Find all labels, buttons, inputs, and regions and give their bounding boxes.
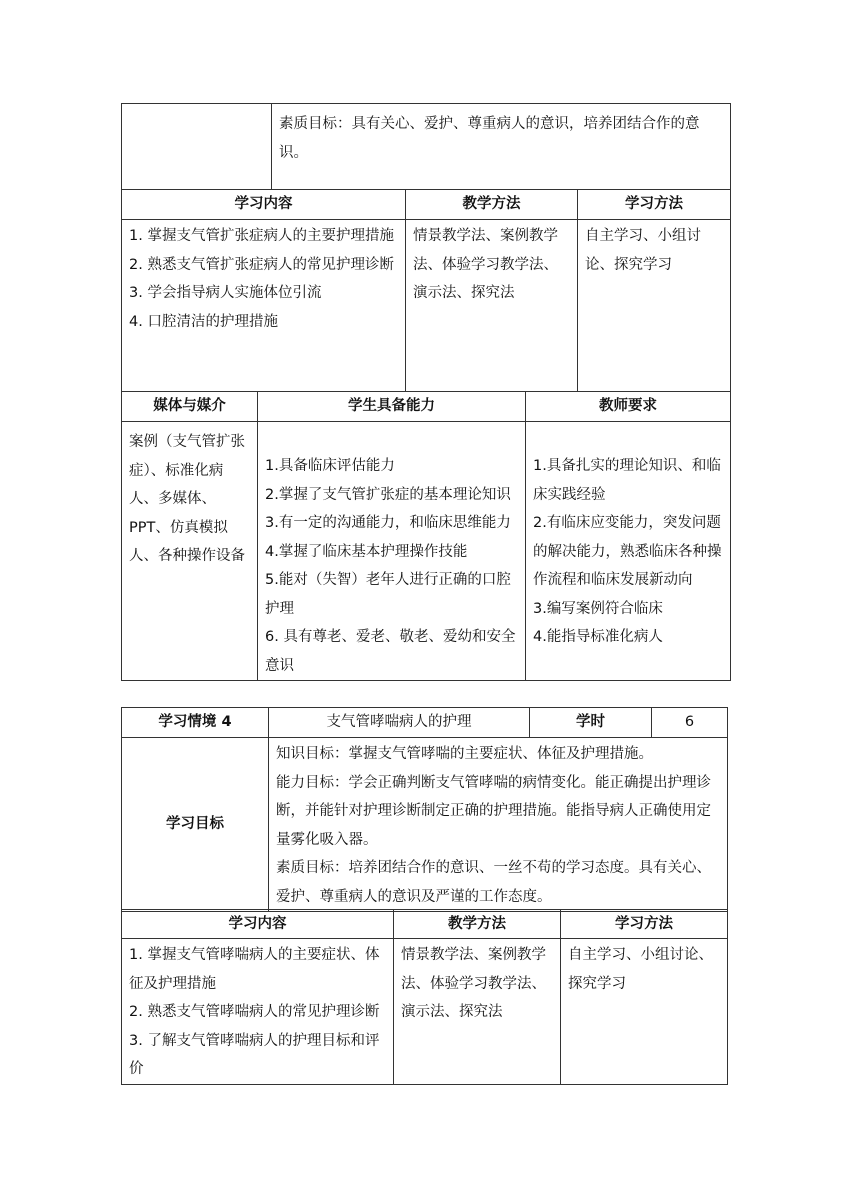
learning-content-table-2 <box>121 909 728 1085</box>
quality-goal: 素质目标：培养团结合作的意识、一丝不苟的学习态度。具有关心、爱护、尊重病人的意识及严谨的工作态度。 <box>276 860 711 905</box>
header-media: 媒体与媒介 <box>122 392 258 422</box>
quality-goal-cell <box>272 104 731 190</box>
learning-content-cell <box>122 220 406 392</box>
content-item: 3. 了解支气管哮喘病人的护理目标和评价 <box>129 1032 380 1077</box>
quality-goal-text: 素质目标：具有关心、爱护、尊重病人的意识，培养团结合作的意识。 <box>279 116 700 161</box>
goals-cell <box>269 738 728 912</box>
header-learning-method: 学习方法 <box>578 190 731 220</box>
media-cell <box>122 422 258 681</box>
learning-method-text: 自主学习、小组讨论、探究学习 <box>585 228 701 273</box>
learning-content-table-1 <box>121 189 731 392</box>
ability-item: 3.有一定的沟通能力，和临床思维能力 <box>265 515 511 531</box>
teacher-req-item: 1.具备扎实的理论知识、和临床实践经验 <box>533 458 721 503</box>
teaching-method-cell <box>406 220 578 392</box>
situation-label: 学习情境 4 <box>122 708 269 738</box>
ability-item: 2.掌握了支气管扩张症的基本理论知识 <box>265 486 511 503</box>
teacher-req-item: 4.能指导标准化病人 <box>533 629 663 645</box>
learning-method-cell <box>561 939 728 1085</box>
header-learning-content: 学习内容 <box>122 910 394 939</box>
header-teaching-method: 教学方法 <box>394 910 561 939</box>
learning-method-text: 自主学习、小组讨论、探究学习 <box>568 947 713 992</box>
learning-content-cell <box>122 939 394 1085</box>
content-item: 3. 学会指导病人实施体位引流 <box>129 285 322 301</box>
header-learning-method: 学习方法 <box>561 910 728 939</box>
ability-item: 1.具备临床评估能力 <box>265 458 395 474</box>
header-teaching-method: 教学方法 <box>406 190 578 220</box>
ability-item: 6. 具有尊老、爱老、敬老、爱幼和安全意识 <box>265 629 516 674</box>
media-ability-table <box>121 391 731 681</box>
learning-method-cell <box>578 220 731 392</box>
ability-item: 4.掌握了临床基本护理操作技能 <box>265 543 468 560</box>
ability-goal: 能力目标：学会正确判断支气管哮喘的病情变化。能正确提出护理诊断，并能针对护理诊断制定正确的护理措施。能指导病人正确使用定量雾化吸入器。 <box>276 774 711 848</box>
content-item: 2. 熟悉支气管哮喘病人的常见护理诊断 <box>129 1004 380 1020</box>
header-teacher-requirements: 教师要求 <box>526 392 731 422</box>
teacher-req-item: 2.有临床应变能力，突发问题的解决能力，熟悉临床各种操作流程和临床发展新动向 <box>533 515 722 588</box>
goals-label: 学习目标 <box>122 738 269 912</box>
knowledge-goal: 知识目标：掌握支气管哮喘的主要症状、体征及护理措施。 <box>276 746 653 762</box>
situation-title: 支气管哮喘病人的护理 <box>269 708 530 738</box>
teaching-method-text: 情景教学法、案例教学法、体验学习教学法、演示法、探究法 <box>401 947 546 1020</box>
situation-4-goals-table <box>121 737 728 912</box>
empty-label-cell <box>122 104 272 190</box>
goal-continuation-table <box>121 103 731 190</box>
situation-4-table <box>121 707 728 738</box>
header-student-abilities: 学生具备能力 <box>258 392 526 422</box>
content-item: 1. 掌握支气管哮喘病人的主要症状、体征及护理措施 <box>129 947 380 992</box>
teaching-method-cell <box>394 939 561 1085</box>
teaching-method-text: 情景教学法、案例教学法、体验学习教学法、演示法、探究法 <box>413 228 558 301</box>
ability-item: 5.能对（失智）老年人进行正确的口腔护理 <box>265 572 511 617</box>
content-item: 1. 掌握支气管扩张症病人的主要护理措施 <box>129 228 394 244</box>
student-abilities-cell <box>258 422 526 681</box>
content-item: 4. 口腔清洁的护理措施 <box>129 313 278 330</box>
media-text: 案例（支气管扩张症）、标准化病人、多媒体、PPT、仿真模拟人、各种操作设备 <box>129 434 245 564</box>
teacher-requirements-cell <box>526 422 731 681</box>
hours-value: 6 <box>652 708 728 738</box>
content-item: 2. 熟悉支气管扩张症病人的常见护理诊断 <box>129 256 394 273</box>
teacher-req-item: 3.编写案例符合临床 <box>533 600 663 617</box>
header-learning-content: 学习内容 <box>122 190 406 220</box>
hours-label: 学时 <box>530 708 652 738</box>
